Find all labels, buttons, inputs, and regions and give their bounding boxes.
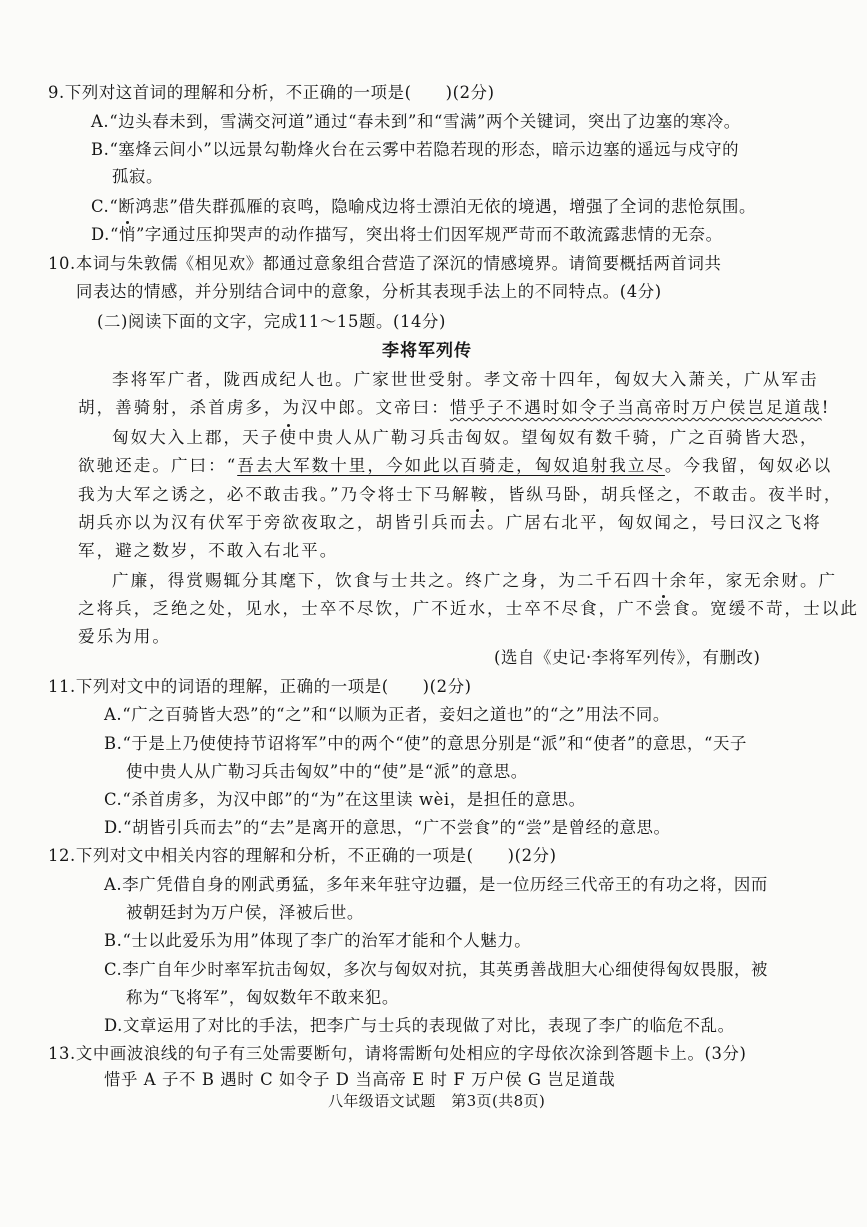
text: ”字通过压抑哭声的动作描写，突出将士们因军规严苛而不敢流露悲情的无奈。: [135, 225, 723, 244]
q11-option-d: D.“胡皆引兵而去”的“去”是离开的意思，“广不尝食”的“尝”是曾经的意思。: [104, 818, 671, 837]
text: 胡兵亦以为汉有伏军于旁欲夜取之，胡皆引兵而: [78, 513, 469, 532]
q9-option-a: A.“边头春未到，雪满交河道”通过“春未到”和“雪满”两个关键词，突出了边塞的寒冷。: [91, 112, 741, 131]
text: 。广居右北平，匈奴闻之，号曰汉之飞将: [487, 513, 822, 532]
passage-line: 军，避之数岁，不敢入右北平。: [78, 541, 339, 560]
q12-option-b: B.“士以此爱乐为用”体现了李广的治军才能和个人魅力。: [104, 931, 532, 950]
q11-option-a: A.“广之百骑皆大恐”的“之”和“以顺为正者，妾妇之道也”的“之”用法不同。: [104, 705, 670, 724]
text: 匈奴大入上郡，天子: [112, 428, 280, 447]
q13-stem: 13.文中画波浪线的句子有三处需要断句，请将需断句处相应的字母依次涂到答题卡上。(3分): [48, 1044, 747, 1063]
passage-line: [78, 397, 830, 419]
text: 食。宽缓不苛，士以此: [673, 599, 859, 618]
q13-options: 惜乎 A 子不 B 遇时 C 如令子 D 当高帝 E 时 F 万户侯 G 岂足道哉: [104, 1070, 616, 1089]
q12-option-d: D.文章运用了对比的手法，把李广与士兵的表现做了对比，表现了李广的临危不乱。: [104, 1016, 735, 1035]
page-footer: 八年级语文试题 第3页(共8页): [328, 1092, 546, 1110]
emphasis-dot-char: 去: [468, 513, 488, 532]
q12-option-a-cont: 被朝廷封为万户侯，泽被后世。: [126, 903, 364, 922]
emphasis-dot-char: 悄: [118, 225, 136, 244]
q11-option-b: B.“于是上乃使使持节诏将军”中的两个“使”的意思分别是“派”和“使者”的意思，“天子: [104, 734, 747, 753]
underlined-sentence: 吾去大军数十里，今如此以百骑走，匈奴追射我立尽: [237, 456, 665, 475]
q11-stem: 11.下列对文中的词语的理解，正确的一项是( )(2分): [48, 677, 472, 696]
text: 胡，善骑射，杀首虏多，为汉中郎。文帝曰：: [78, 398, 450, 417]
passage-line: [78, 512, 822, 534]
q12-option-c: C.李广自年少时率军抗击匈奴，多次与匈奴对抗，其英勇善战胆大心细使得匈奴畏服，被: [104, 960, 769, 979]
passage-line: 广廉，得赏赐辄分其麾下，饮食与士共之。终广之身，为二千石四十余年，家无余财。广: [112, 571, 838, 590]
q10-stem: 10.本词与朱敦儒《相见欢》都通过意象组合营造了深沉的情感境界。请简要概括两首词共: [48, 254, 722, 273]
q9-stem: 9.下列对这首词的理解和分析，不正确的一项是( )(2分): [48, 83, 495, 102]
text: 欲驰还走。广曰：“: [78, 456, 238, 475]
passage-line: 爱乐为用。: [78, 627, 171, 646]
section-heading: (二)阅读下面的文字，完成11～15题。(14分): [97, 312, 447, 331]
passage-line: [78, 598, 859, 620]
text: 中贵人从广勒习兵击匈奴。望匈奴有数千骑，广之百骑皆大恐，: [297, 428, 819, 447]
text: !: [821, 398, 831, 417]
passage-line: 李将军广者，陇西成纪人也。广家世世受射。孝文帝十四年，匈奴大入萧关，广从军击: [112, 370, 819, 389]
passage-line: [78, 455, 832, 477]
q9-option-d: [91, 224, 723, 246]
q9-option-b-cont: 孤寂。: [112, 167, 163, 186]
text: D.“: [91, 225, 119, 244]
passage-line: 我为大军之诱之，必不敢击我。”乃令将士下马解鞍，皆纵马卧，胡兵怪之，不敢击。夜半时，: [78, 485, 843, 504]
passage-line: [112, 427, 819, 449]
q10-stem-cont: 同表达的情感，并分别结合词中的意象，分析其表现手法上的不同特点。(4分): [76, 282, 662, 301]
q9-option-b: B.“塞烽云间小”以远景勾勒烽火台在云雾中若隐若现的形态，暗示边塞的遥远与戍守的: [91, 140, 740, 159]
q9-option-c: C.“断鸿悲”借失群孤雁的哀鸣，隐喻戍边将士漂泊无依的境遇，增强了全词的悲怆氛围。: [91, 197, 756, 216]
q12-option-a: A.李广凭借自身的刚武勇猛，多年来年驻守边疆，是一位历经三代帝王的有功之将，因而: [104, 875, 768, 894]
wavy-underlined-sentence: 惜乎子不遇时如令子当高帝时万户侯岂足道哉: [449, 398, 822, 417]
q11-option-b-cont: 使中贵人从广勒习兵击匈奴”中的“使”是“派”的意思。: [126, 762, 528, 781]
passage-source: (选自《史记·李将军列传》，有删改): [494, 648, 761, 667]
q12-stem: 12.下列对文中相关内容的理解和分析，不正确的一项是( )(2分): [48, 846, 557, 865]
passage-title: 李将军列传: [382, 341, 472, 361]
emphasis-dot-char: 尝: [654, 599, 673, 618]
q12-option-c-cont: 称为“飞将军”，匈奴数年不敢来犯。: [126, 988, 399, 1007]
text: 。今我留，匈奴必以: [664, 456, 833, 475]
q11-option-c: C.“杀首虏多，为汉中郎”的“为”在这里读 wèi，是担任的意思。: [104, 790, 586, 809]
text: 之将兵，乏绝之处，见水，士卒不尽饮，广不近水，士卒不尽食，广不: [78, 599, 655, 618]
emphasis-dot-char: 使: [279, 428, 298, 447]
